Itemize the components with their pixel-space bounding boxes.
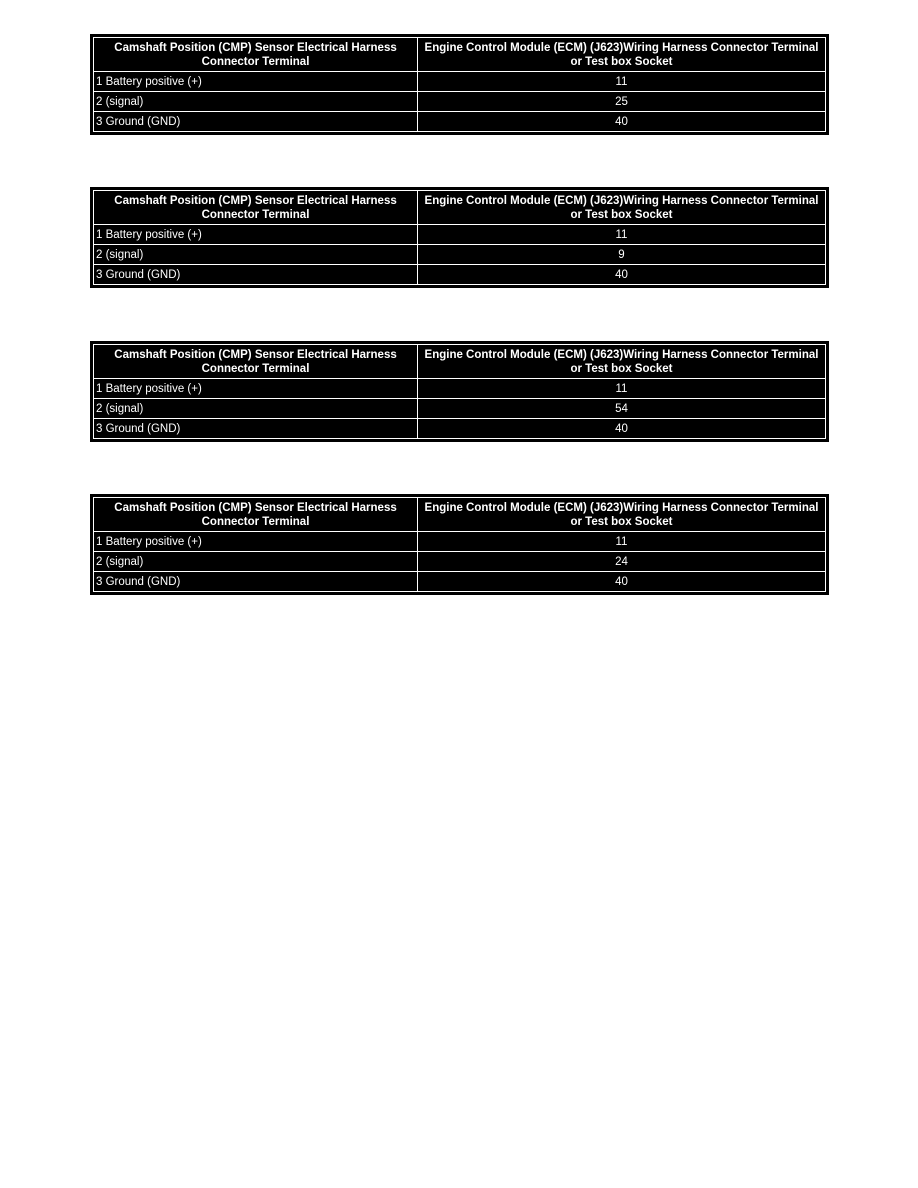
column-header-ecm-socket: Engine Control Module (ECM) (J623)Wiring Harness Connector Terminal or Test box Socket <box>418 38 826 72</box>
table-row <box>94 419 826 439</box>
socket-cell: 40 <box>418 265 826 285</box>
terminal-cell: 2 (signal) <box>94 245 418 265</box>
table-row <box>94 245 826 265</box>
socket-cell: 40 <box>418 112 826 132</box>
table-row <box>94 552 826 572</box>
terminal-cell: 1 Battery positive (+) <box>94 225 418 245</box>
terminal-cell: 1 Battery positive (+) <box>94 379 418 399</box>
socket-cell: 40 <box>418 572 826 592</box>
pin-table-1 <box>90 34 829 135</box>
table-row <box>94 92 826 112</box>
table-header-row <box>94 345 826 379</box>
terminal-cell: 3 Ground (GND) <box>94 112 418 132</box>
column-header-ecm-socket: Engine Control Module (ECM) (J623)Wiring Harness Connector Terminal or Test box Socket <box>418 345 826 379</box>
table-row <box>94 379 826 399</box>
table-row <box>94 265 826 285</box>
socket-cell: 11 <box>418 72 826 92</box>
pin-table-grid <box>93 344 826 439</box>
socket-cell: 11 <box>418 225 826 245</box>
table-header-row <box>94 38 826 72</box>
socket-cell: 11 <box>418 532 826 552</box>
table-row <box>94 572 826 592</box>
column-header-sensor-terminal: Camshaft Position (CMP) Sensor Electrical Harness Connector Terminal <box>94 191 418 225</box>
terminal-cell: 1 Battery positive (+) <box>94 72 418 92</box>
socket-cell: 25 <box>418 92 826 112</box>
pin-table-grid <box>93 37 826 132</box>
pin-table-2 <box>90 187 829 288</box>
socket-cell: 24 <box>418 552 826 572</box>
table-header-row <box>94 191 826 225</box>
terminal-cell: 2 (signal) <box>94 399 418 419</box>
table-row <box>94 225 826 245</box>
terminal-cell: 3 Ground (GND) <box>94 265 418 285</box>
table-row <box>94 72 826 92</box>
terminal-cell: 3 Ground (GND) <box>94 572 418 592</box>
column-header-sensor-terminal: Camshaft Position (CMP) Sensor Electrical Harness Connector Terminal <box>94 38 418 72</box>
pin-table-grid <box>93 497 826 592</box>
socket-cell: 40 <box>418 419 826 439</box>
terminal-cell: 2 (signal) <box>94 92 418 112</box>
column-header-sensor-terminal: Camshaft Position (CMP) Sensor Electrical Harness Connector Terminal <box>94 498 418 532</box>
socket-cell: 9 <box>418 245 826 265</box>
terminal-cell: 3 Ground (GND) <box>94 419 418 439</box>
table-row <box>94 112 826 132</box>
terminal-cell: 1 Battery positive (+) <box>94 532 418 552</box>
socket-cell: 11 <box>418 379 826 399</box>
column-header-sensor-terminal: Camshaft Position (CMP) Sensor Electrical Harness Connector Terminal <box>94 345 418 379</box>
table-header-row <box>94 498 826 532</box>
socket-cell: 54 <box>418 399 826 419</box>
column-header-ecm-socket: Engine Control Module (ECM) (J623)Wiring Harness Connector Terminal or Test box Socket <box>418 191 826 225</box>
pin-table-4 <box>90 494 829 595</box>
column-header-ecm-socket: Engine Control Module (ECM) (J623)Wiring Harness Connector Terminal or Test box Socket <box>418 498 826 532</box>
pin-table-grid <box>93 190 826 285</box>
pin-table-3 <box>90 341 829 442</box>
terminal-cell: 2 (signal) <box>94 552 418 572</box>
table-row <box>94 399 826 419</box>
table-row <box>94 532 826 552</box>
